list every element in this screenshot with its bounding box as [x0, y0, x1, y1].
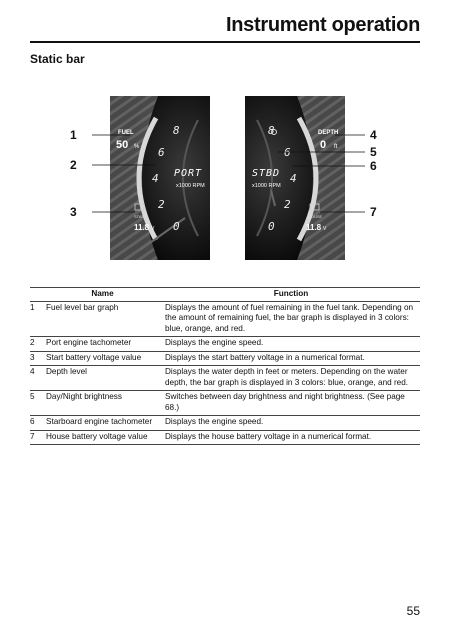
right-tick-label-8: 8 [268, 124, 275, 137]
stbd-engine-name: STBD [252, 168, 281, 179]
row-name: House battery voltage value [43, 430, 162, 445]
page-header-title: Instrument operation [225, 14, 420, 36]
port-rpm-unit: x1000 RPM [176, 183, 205, 189]
start-battery-label: START [134, 214, 147, 219]
table-row [30, 430, 420, 445]
start-voltage-unit: V [151, 226, 155, 232]
row-function: Displays the amount of fuel remaining in the fuel tank. Depending on the amount of remaining fuel, the bar graph is displayed in 3 colors: blue, orange, and red. [162, 301, 420, 337]
instrument-figure [30, 90, 420, 270]
callout-6: 6 [370, 159, 377, 173]
row-name: Depth level [43, 366, 162, 391]
row-number: 4 [30, 366, 43, 391]
right-tick-label-0: 0 [268, 220, 275, 233]
row-number: 5 [30, 391, 43, 416]
right-tick-label-2: 2 [284, 198, 291, 211]
left-tick-label-2: 2 [158, 198, 165, 211]
depth-unit: ft [334, 144, 338, 150]
fuel-value: 50 [116, 139, 129, 151]
callout-1: 1 [70, 128, 77, 142]
row-name: Fuel level bar graph [43, 301, 162, 337]
stbd-rpm-unit: x1000 RPM [252, 183, 281, 189]
table-row [30, 391, 420, 416]
row-number: 2 [30, 337, 43, 352]
table-row [30, 351, 420, 366]
fuel-unit: % [134, 144, 140, 150]
table-row [30, 366, 420, 391]
house-voltage-value: 11.8 [306, 223, 322, 232]
start-voltage-value: 11.8 [134, 223, 150, 232]
header-function: Function [162, 288, 420, 302]
section-title: Static bar [30, 52, 85, 66]
table-header-row [30, 288, 420, 302]
left-tick-label-6: 6 [158, 146, 165, 159]
row-function: Switches between day brightness and night brightness. (See page 68.) [162, 391, 420, 416]
page-number: 55 [406, 604, 420, 618]
table-row [30, 416, 420, 431]
row-function: Displays the start battery voltage in a numerical format. [162, 351, 420, 366]
port-engine-name: PORT [174, 168, 203, 179]
fuel-label: FUEL [118, 130, 134, 136]
row-name: Port engine tachometer [43, 337, 162, 352]
header-name: Name [43, 288, 162, 302]
callout-2: 2 [70, 158, 77, 172]
header-no [30, 288, 43, 302]
function-table [30, 287, 420, 445]
left-tick-label-4: 4 [152, 172, 159, 185]
left-tick-label-0: 0 [173, 220, 180, 233]
callout-5: 5 [370, 145, 377, 159]
header-rule [30, 41, 420, 43]
right-tick-label-6: 6 [284, 146, 291, 159]
depth-label: DEPTH [318, 130, 339, 136]
row-name: Day/Night brightness [43, 391, 162, 416]
row-number: 7 [30, 430, 43, 445]
row-number: 6 [30, 416, 43, 431]
callout-3: 3 [70, 205, 77, 219]
callout-4: 4 [370, 128, 377, 142]
right-tick-label-4: 4 [290, 172, 297, 185]
row-number: 3 [30, 351, 43, 366]
depth-value: 0 [320, 139, 327, 151]
row-function: Displays the engine speed. [162, 337, 420, 352]
house-voltage-unit: V [323, 226, 327, 232]
left-tick-label-8: 8 [173, 124, 180, 137]
table-row [30, 337, 420, 352]
callout-7: 7 [370, 205, 377, 219]
row-function: Displays the water depth in feet or meters. Depending on the water depth, the bar graph is displayed in 3 colors: blue, orange, and red. [162, 366, 420, 391]
table-row [30, 301, 420, 337]
row-name: Starboard engine tachometer [43, 416, 162, 431]
row-function: Displays the engine speed. [162, 416, 420, 431]
house-battery-label: HOUSE [308, 214, 323, 219]
row-number: 1 [30, 301, 43, 337]
row-name: Start battery voltage value [43, 351, 162, 366]
row-function: Displays the house battery voltage in a numerical format. [162, 430, 420, 445]
